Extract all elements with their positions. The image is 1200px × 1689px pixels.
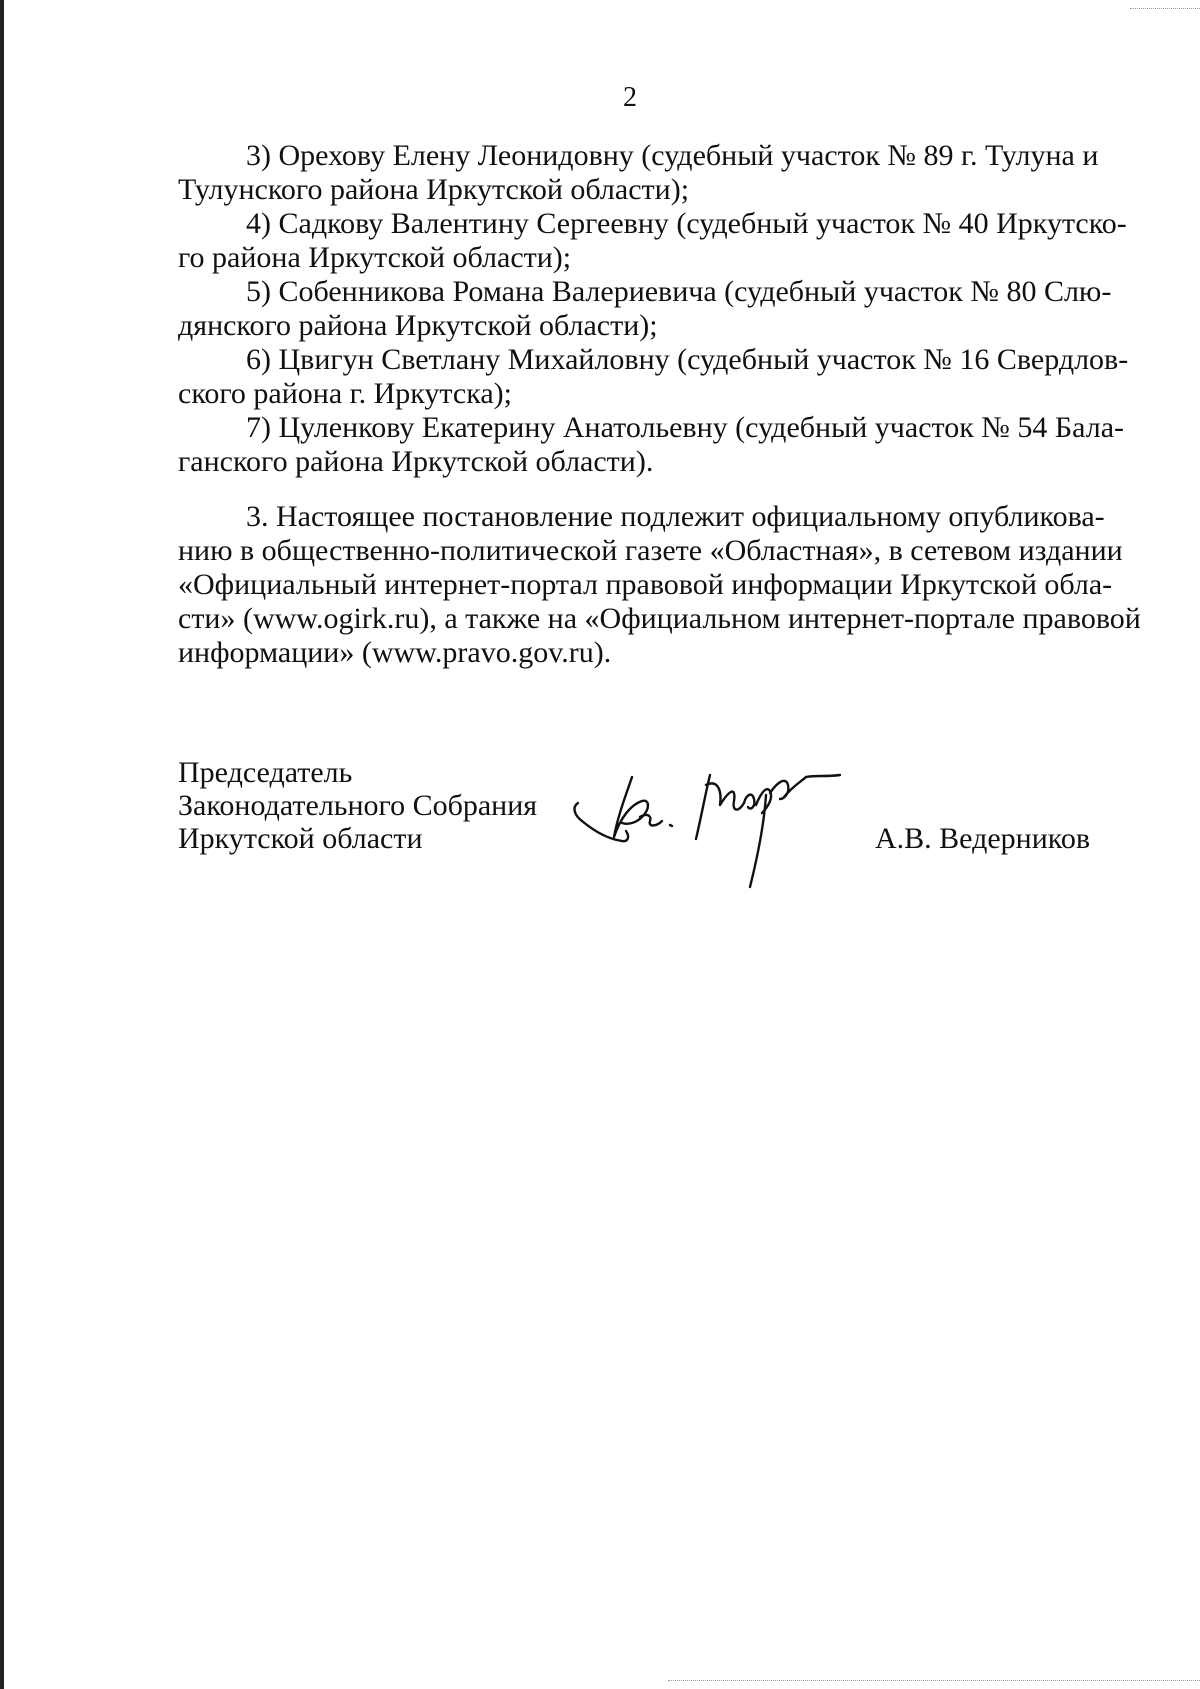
scan-artifact-bottom bbox=[668, 1680, 1200, 1683]
signatory-title-line: Иркутской области bbox=[178, 822, 423, 855]
list-item-3-line-1: 3) Орехову Елену Леонидовну (судебный участок № 89 г. Тулуна и bbox=[246, 139, 1099, 172]
signatory-name: А.В. Ведерников bbox=[875, 822, 1091, 855]
list-item-5-line-1: 5) Собенникова Романа Валериевича (судебный участок № 80 Слю- bbox=[246, 275, 1112, 308]
handwritten-signature-icon bbox=[570, 755, 860, 905]
page-number: 2 bbox=[623, 82, 637, 113]
list-item-6-line-2: ского района г. Иркутска); bbox=[178, 377, 512, 410]
list-item-3-line-2: Тулунского района Иркутской области); bbox=[178, 173, 690, 206]
list-item-4-line-1: 4) Садкову Валентину Сергеевну (судебный участок № 40 Иркутско- bbox=[246, 207, 1127, 240]
list-item-5-line-2: дянского района Иркутской области); bbox=[178, 309, 658, 342]
publication-clause-line-3: «Официальный интернет-портал правовой информации Иркутской обла- bbox=[178, 568, 1113, 601]
scan-artifact-top bbox=[1130, 8, 1200, 11]
publication-clause-line-2: нию в общественно-политической газете «Областная», в сетевом издании bbox=[178, 534, 1123, 567]
list-item-6-line-1: 6) Цвигун Светлану Михайловну (судебный участок № 16 Свердлов- bbox=[246, 343, 1129, 376]
publication-clause-line-4: сти» (www.ogirk.ru), а также на «Официальном интернет-портале правовой bbox=[178, 602, 1141, 635]
signatory-title-line: Законодательного Собрания bbox=[178, 789, 538, 822]
signatory-title-line: Председатель bbox=[178, 756, 353, 789]
list-item-7-line-1: 7) Цуленкову Екатерину Анатольевну (судебный участок № 54 Бала- bbox=[246, 411, 1124, 444]
publication-clause-line-5: информации» (www.pravo.gov.ru). bbox=[178, 636, 612, 669]
list-item-4-line-2: го района Иркутской области); bbox=[178, 241, 572, 274]
list-item-7-line-2: ганского района Иркутской области). bbox=[178, 445, 654, 478]
signatory-title bbox=[178, 756, 598, 855]
scan-edge-shadow bbox=[0, 0, 4, 1689]
publication-clause-line-1: 3. Настоящее постановление подлежит официальному опубликова- bbox=[246, 500, 1105, 533]
